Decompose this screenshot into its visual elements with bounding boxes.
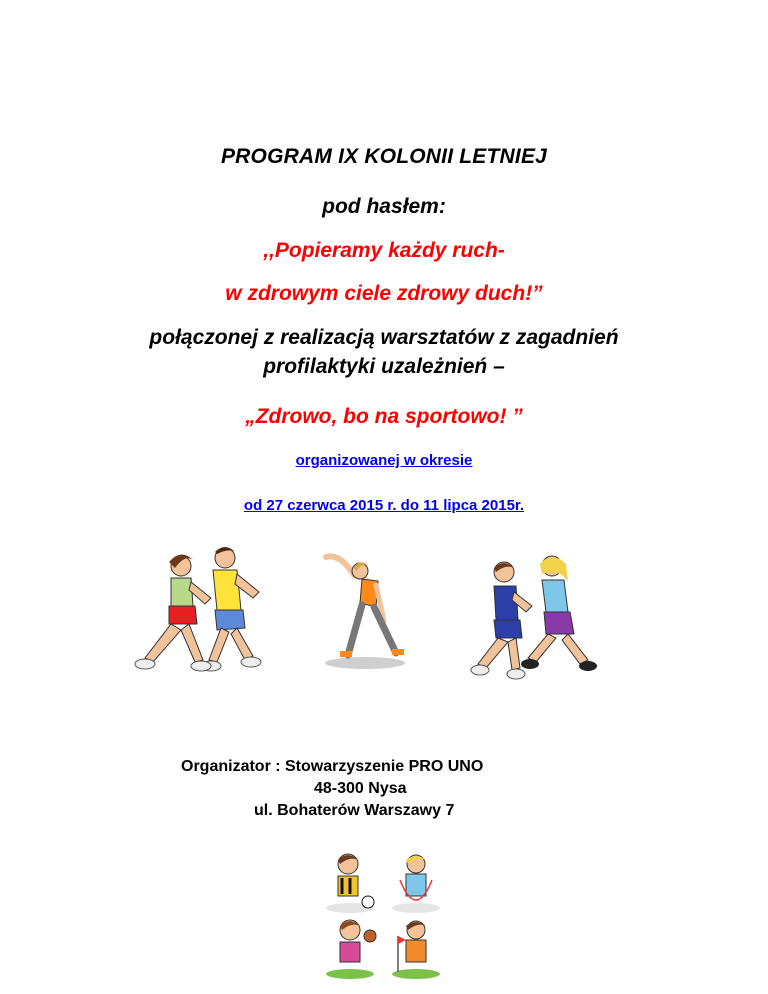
slogan-line-2: w zdrowym ciele zdrowy duch!” <box>225 282 543 305</box>
sport-kids-illustration <box>320 850 450 980</box>
page-title: PROGRAM IX KOLONII LETNIEJ <box>220 145 548 168</box>
slogan-line-1: ,,Popieramy każdy ruch- <box>263 239 505 262</box>
workshops-line-1: połączonej z realizacją warsztatów z zagadnień <box>149 326 619 349</box>
period-label-link[interactable]: organizowanej w okresie <box>295 452 473 469</box>
organizer-postal-city: 48-300 Nysa <box>314 780 407 797</box>
subtitle: pod hasłem: <box>322 195 446 218</box>
running-couple-illustration <box>125 540 275 690</box>
stretching-woman-illustration <box>320 545 410 675</box>
organizer-street: ul. Bohaterów Warszawy 7 <box>254 802 455 819</box>
workshops-line-2: profilaktyki uzależnień – <box>263 355 505 378</box>
running-kids-illustration <box>470 550 610 680</box>
organizer-name: Organizator : Stowarzyszenie PRO UNO <box>181 758 484 775</box>
period-dates-link[interactable]: od 27 czerwca 2015 r. do 11 lipca 2015r. <box>243 497 525 514</box>
workshops-slogan: „Zdrowo, bo na sportowo! ” <box>245 405 523 428</box>
